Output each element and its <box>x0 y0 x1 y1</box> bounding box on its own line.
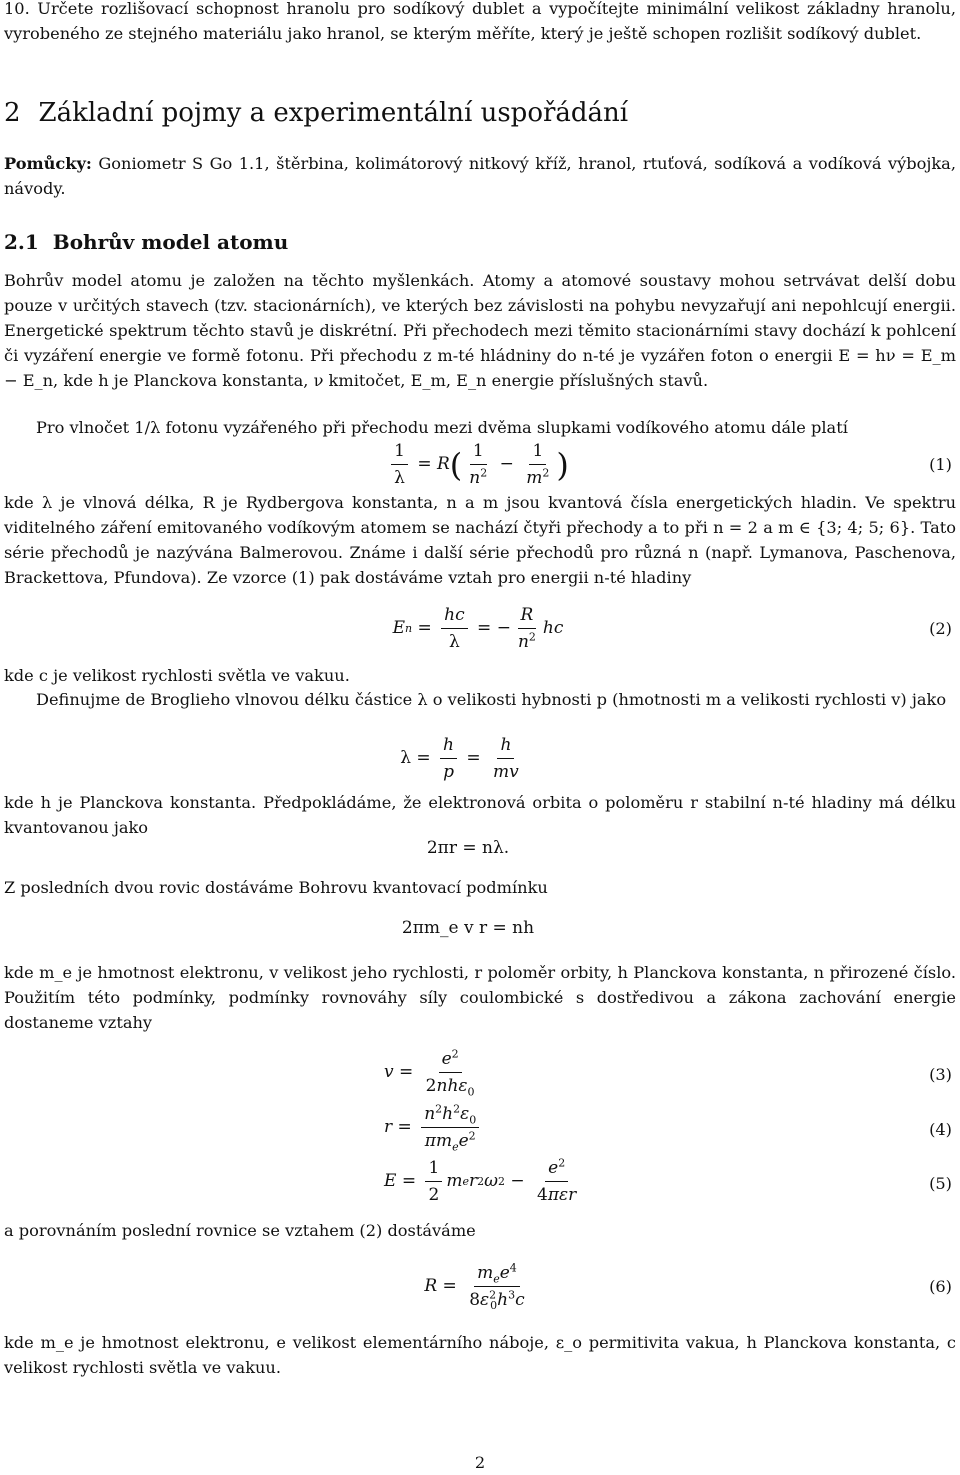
equation-5-number: (5) <box>929 1174 952 1193</box>
equation-2-body: E n = $\frac{hc}{\lambda}$ = − $\frac{R}{n^2}$ hc <box>392 605 564 652</box>
equation-quantization <box>0 916 956 941</box>
paragraph-10-text: kde m_e je hmotnost elektronu, e velikost elementárního náboje, ε_o permitivita vakua, h Planckova konstanta, c velikost rychlosti světla ve vakuu. <box>4 1333 956 1377</box>
equation-1-body: $\frac{1}{\lambda}$ = R ( $\frac{1}{n^2}$ − $\frac{1}{m^2}$ ) <box>387 440 569 489</box>
equation-5-body: E = $\frac{1}{2}$ m e r 2 ω 2 − $\frac{e^2}{\text{4πεr}}$ <box>384 1156 577 1205</box>
paragraph-8 <box>4 960 956 1035</box>
equation-1-number: (1) <box>929 455 952 474</box>
paragraph-5 <box>4 687 956 712</box>
equation-2 <box>0 604 956 653</box>
equation-4 <box>384 1103 956 1152</box>
pomucky-text: Goniometr S Go 1.1, štěrbina, kolimátorový nitkový kříž, hranol, rtuťová, sodíková a vodíková výbojka, návody. <box>4 154 956 198</box>
equation-orbit <box>0 836 956 861</box>
pomucky-paragraph <box>4 151 956 201</box>
equation-6 <box>0 1262 956 1311</box>
section-number: 2 <box>4 98 21 128</box>
equation-3-body: v = $\frac{e^2}{2nh\varepsilon_0}$ <box>384 1047 475 1099</box>
equation-4-body: r = $\frac{n^2h^2\varepsilon_0}{\pi m_ee^2}$ <box>384 1103 483 1152</box>
paragraph-7 <box>4 875 956 900</box>
paragraph-7-text: Z posledních dvou rovic dostáváme Bohrovu kvantovací podmínku <box>4 878 548 897</box>
page-number: 2 <box>474 1453 486 1472</box>
equation-3-number: (3) <box>929 1065 952 1084</box>
equation-de-broglie <box>0 734 956 783</box>
paragraph-3 <box>4 490 956 590</box>
equation-1 <box>0 440 956 489</box>
paragraph-4 <box>4 663 956 688</box>
section-title: Základní pojmy a experimentální uspořádání <box>38 98 629 128</box>
equation-quantization-body: 2πm_e v r = nh <box>401 918 535 938</box>
equation-2-number: (2) <box>929 619 952 638</box>
section-heading <box>4 96 956 130</box>
equation-5 <box>384 1157 956 1206</box>
equation-orbit-body: 2πr = nλ. <box>426 838 510 858</box>
paragraph-8-text: kde m_e je hmotnost elektronu, v velikost jeho rychlosti, r poloměr orbity, h Planckova konstanta, n přirozené číslo. Použitím této podmínky, podmínky rovnováhy síly coulombické s dostředivou a zákona zachování energie dostaneme vztahy <box>4 963 956 1032</box>
paragraph-6-text: kde h je Planckova konstanta. Předpokládáme, že elektronová orbita o poloměru r stabilní n-té hladiny má délku kvantovanou jako <box>4 793 956 837</box>
equation-6-body: R = $\frac{m_ee^4}{8\varepsilon^2_0h^3c}$ <box>424 1261 525 1313</box>
paragraph-5-text: Definujme de Broglieho vlnovou délku částice λ o velikosti hybnosti p (hmotnosti m a velikosti rychlosti v) jako <box>36 690 947 709</box>
equation-4-number: (4) <box>929 1120 952 1139</box>
equation-6-number: (6) <box>929 1277 952 1296</box>
item-10 <box>4 0 956 46</box>
subsection-title: Bohrův model atomu <box>52 230 289 254</box>
equation-de-broglie-body: λ = $\frac{h}{p}$ = $\frac{h}{mv}$ <box>400 735 519 782</box>
paragraph-10 <box>4 1330 956 1380</box>
item-10-text: 10. Určete rozlišovací schopnost hranolu pro sodíkový dublet a vypočítejte minimální velikost základny hranolu, vyrobeného ze stejného materiálu jako hranol, se kterým měříte, který je ještě schopen rozlišit sodíkový dublet. <box>4 0 956 43</box>
paragraph-2 <box>4 415 956 440</box>
paragraph-2-text: Pro vlnočet 1/λ fotonu vyzářeného při přechodu mezi dvěma slupkami vodíkového atomu dále platí <box>36 418 848 437</box>
paragraph-9 <box>4 1218 956 1243</box>
paragraph-3-text: kde λ je vlnová délka, R je Rydbergova konstanta, n a m jsou kvantová čísla energetických hladin. Ve spektru viditelného záření emitovaného vodíkovým atomem se nachází čtyři přechody a to při n = 2 a m ∈ {3; 4; 5; 6}. Tato série přechodů je nazývána Balmerovou. Známe i další série přechodů pro různá n (např. Lymanova, Paschenova, Brackettova, Pfundova). Ze vzorce (1) pak dostáváme vztah pro energii n-té hladiny <box>4 493 956 587</box>
pomucky-label: Pomůcky: <box>4 154 92 173</box>
paragraph-1-text: Bohrův model atomu je založen na těchto myšlenkách. Atomy a atomové soustavy mohou setrvávat delší dobu pouze v určitých stavech (tzv. stacionárních), ve kterých bez závislosti na pohybu nevyzařují ani nepohlcují energii. Energetické spektrum těchto stavů je diskrétní. Při přechodech mezi těmito stacionárními stavy dochází k pohlcení či vyzáření energie ve formě fotonu. Při přechodu z m-té hládniny do n-té je vyzářen foton o energii E = hν = E_m − E_n, kde h je Planckova konstanta, ν kmitočet, E_m, E_n energie příslušných stavů. <box>4 271 956 390</box>
subsection-heading <box>4 228 956 256</box>
equation-3 <box>384 1048 956 1097</box>
paragraph-6 <box>4 790 956 840</box>
subsection-number: 2.1 <box>4 230 39 254</box>
paragraph-1 <box>4 268 956 393</box>
paragraph-9-text: a porovnáním poslední rovnice se vztahem (2) dostáváme <box>4 1221 476 1240</box>
paragraph-4-text: kde c je velikost rychlosti světla ve vakuu. <box>4 666 350 685</box>
